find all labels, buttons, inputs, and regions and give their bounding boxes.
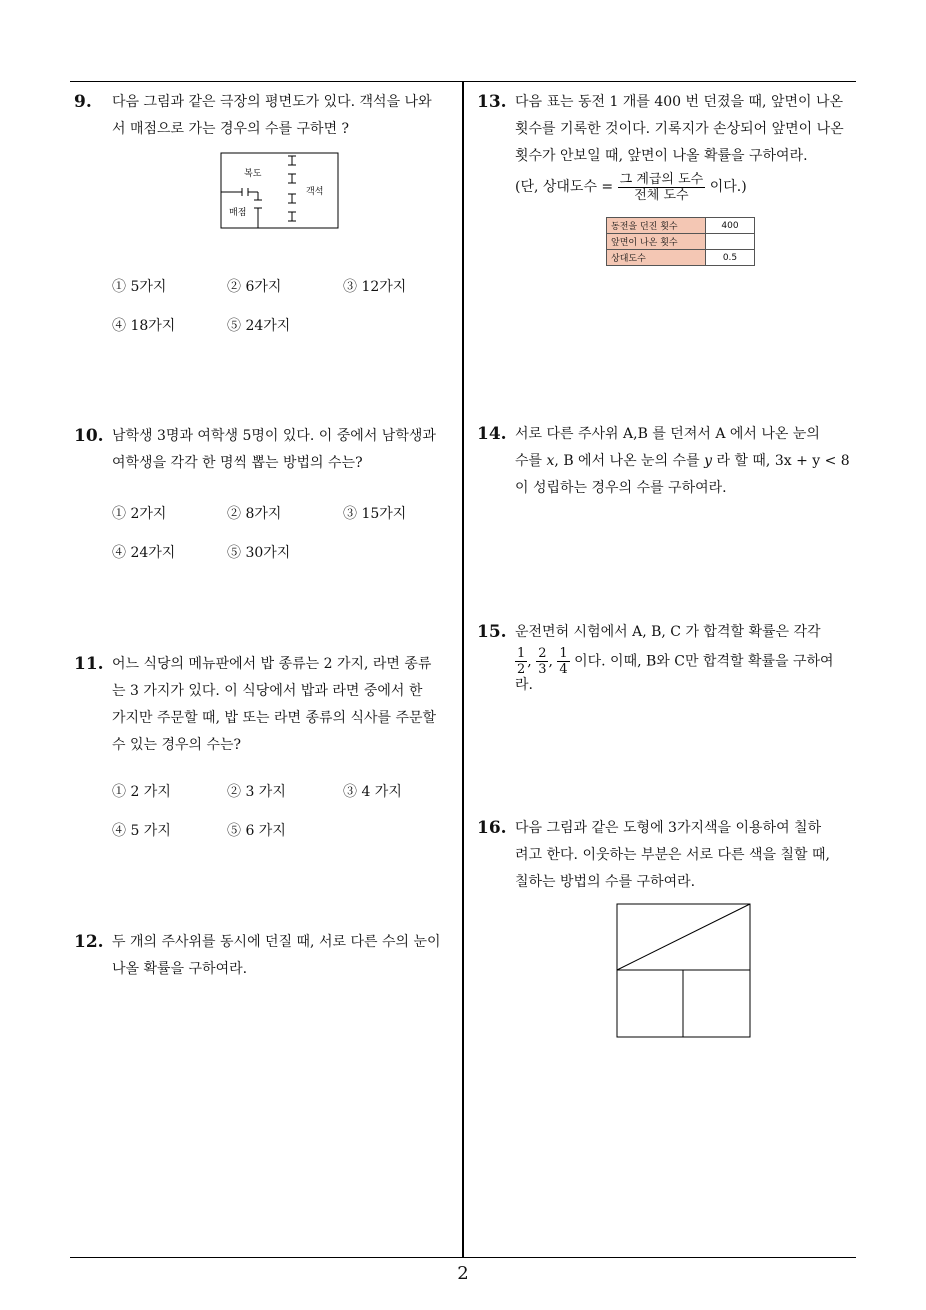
question-13 bbox=[477, 89, 863, 204]
text-segment: 수를 bbox=[515, 453, 543, 469]
table-cell-label: 상대도수 bbox=[607, 250, 706, 266]
fraction-denominator: 전체 도수 bbox=[634, 187, 689, 203]
store-label: 매점 bbox=[229, 208, 247, 218]
question-number: 13. bbox=[477, 92, 507, 112]
choice-4[interactable]: ④ 24가지 bbox=[112, 545, 176, 561]
table-cell-label: 동전을 던진 횟수 bbox=[607, 218, 706, 234]
question-10 bbox=[74, 423, 460, 477]
choice-3[interactable]: ③ 15가지 bbox=[343, 506, 407, 522]
choice-3[interactable]: ③ 4 가지 bbox=[343, 784, 402, 800]
question-number: 10. bbox=[74, 426, 104, 446]
coin-table bbox=[606, 217, 755, 266]
choice-4[interactable]: ④ 18가지 bbox=[112, 318, 176, 334]
question-number: 11. bbox=[74, 654, 104, 674]
question-text: 가지만 주문할 때, 밥 또는 라면 종류의 식사를 주문할 bbox=[112, 710, 437, 726]
question-text: 서 매점으로 가는 경우의 수를 구하면 ? bbox=[112, 121, 350, 137]
note-prefix: (단, 상대도수 = bbox=[515, 179, 614, 195]
table-row bbox=[607, 234, 755, 250]
variable-y: y bbox=[704, 453, 712, 469]
question-text: 운전면허 시험에서 A, B, C 가 합격할 확률은 각각 bbox=[515, 624, 821, 640]
question-text: 는 3 가지가 있다. 이 식당에서 밥과 라면 중에서 한 bbox=[112, 683, 423, 699]
question-9 bbox=[74, 89, 460, 143]
probability-fraction-a: $\frac{1}{2}$ bbox=[517, 646, 526, 677]
question-text: 남학생 3명과 여학생 5명이 있다. 이 중에서 남학생과 bbox=[112, 428, 436, 444]
question-number: 9. bbox=[74, 92, 92, 112]
question-number: 14. bbox=[477, 424, 507, 444]
coloring-figure bbox=[616, 903, 752, 1039]
inequality: 3x + y < 8 bbox=[774, 453, 850, 469]
choice-5[interactable]: ⑤ 24가지 bbox=[227, 318, 291, 334]
question-text: 수 있는 경우의 수는? bbox=[112, 737, 242, 753]
question-14 bbox=[477, 421, 863, 502]
note-suffix: 이다.) bbox=[709, 179, 747, 195]
question-text: 서로 다른 주사위 A,B 를 던져서 A 에서 나온 눈의 bbox=[515, 426, 820, 442]
question-number: 16. bbox=[477, 818, 507, 838]
question-note bbox=[515, 170, 863, 204]
question-11 bbox=[74, 651, 460, 759]
variable-x: x bbox=[546, 453, 555, 469]
question-text: 칠하는 방법의 수를 구하여라. bbox=[515, 874, 696, 890]
text-segment: 이다. 이때, B와 C만 합격할 확률을 구하여 bbox=[574, 653, 834, 670]
question-text: 다음 표는 동전 1 개를 400 번 던졌을 때, 앞면이 나온 bbox=[515, 94, 844, 110]
choice-2[interactable]: ② 8가지 bbox=[227, 506, 282, 522]
bottom-rule bbox=[70, 1257, 856, 1258]
question-text: 어느 식당의 메뉴판에서 밥 종류는 2 가지, 라면 종류 bbox=[112, 656, 432, 672]
table-row bbox=[607, 250, 755, 266]
choice-1[interactable]: ① 2가지 bbox=[112, 506, 167, 522]
question-number: 15. bbox=[477, 622, 507, 642]
question-text: 다음 그림과 같은 극장의 평면도가 있다. 객석을 나와 bbox=[112, 94, 432, 110]
table-cell-label: 앞면이 나온 횟수 bbox=[607, 234, 706, 250]
table-cell-value: 400 bbox=[706, 218, 755, 234]
corridor-label: 복도 bbox=[244, 169, 262, 179]
question-number: 12. bbox=[74, 932, 104, 952]
choice-2[interactable]: ② 3 가지 bbox=[227, 784, 286, 800]
probability-fraction-c: $\frac{1}{4}$ bbox=[559, 646, 568, 677]
question-15 bbox=[477, 619, 863, 693]
relative-frequency-fraction bbox=[618, 172, 706, 203]
text-segment: , B 에서 나온 눈의 수를 bbox=[554, 453, 700, 469]
choice-1[interactable]: ① 2 가지 bbox=[112, 784, 171, 800]
coin-table-wrap bbox=[606, 217, 755, 266]
question-12 bbox=[74, 929, 460, 983]
choice-2[interactable]: ② 6가지 bbox=[227, 279, 282, 295]
seats-label: 객석 bbox=[306, 187, 324, 197]
choice-5[interactable]: ⑤ 30가지 bbox=[227, 545, 291, 561]
choice-3[interactable]: ③ 12가지 bbox=[343, 279, 407, 295]
choice-1[interactable]: ① 5가지 bbox=[112, 279, 167, 295]
table-row bbox=[607, 218, 755, 234]
question-16 bbox=[477, 815, 863, 896]
probability-fraction-b: $\frac{2}{3}$ bbox=[538, 646, 547, 677]
question-text: 횟수를 기록한 것이다. 기록지가 손상되어 앞면이 나온 bbox=[515, 121, 844, 137]
theater-floor-plan bbox=[220, 152, 340, 230]
question-text: 라. bbox=[515, 677, 533, 693]
question-text: 나올 확률을 구하여라. bbox=[112, 961, 248, 977]
table-cell-value: 0.5 bbox=[706, 250, 755, 266]
column-divider bbox=[462, 81, 464, 1258]
text-segment: 라 할 때, bbox=[716, 453, 771, 469]
question-text: 려고 한다. 이웃하는 부분은 서로 다른 색을 칠할 때, bbox=[515, 847, 830, 863]
table-cell-value-damaged bbox=[706, 234, 755, 250]
choice-5[interactable]: ⑤ 6 가지 bbox=[227, 823, 286, 839]
question-text bbox=[515, 448, 863, 475]
question-text: 이 성립하는 경우의 수를 구하여라. bbox=[515, 480, 727, 496]
choice-4[interactable]: ④ 5 가지 bbox=[112, 823, 171, 839]
page-number: 2 bbox=[457, 1263, 469, 1284]
question-text: $\frac{1}{2}$ , $\frac{2}{3}$ , $\frac{1}{4}$ 이다. 이때, B와 C만 합격할 확률을 구하여 bbox=[517, 646, 834, 677]
question-text: 두 개의 주사위를 동시에 던질 때, 서로 다른 수의 눈이 bbox=[112, 934, 441, 950]
question-text: 여학생을 각각 한 명씩 뽑는 방법의 수는? bbox=[112, 455, 363, 471]
question-text: 횟수가 안보일 때, 앞면이 나올 확률을 구하여라. bbox=[515, 148, 808, 164]
question-text: 다음 그림과 같은 도형에 3가지색을 이용하여 칠하 bbox=[515, 820, 822, 836]
fraction-numerator: 그 계급의 도수 bbox=[619, 171, 704, 187]
